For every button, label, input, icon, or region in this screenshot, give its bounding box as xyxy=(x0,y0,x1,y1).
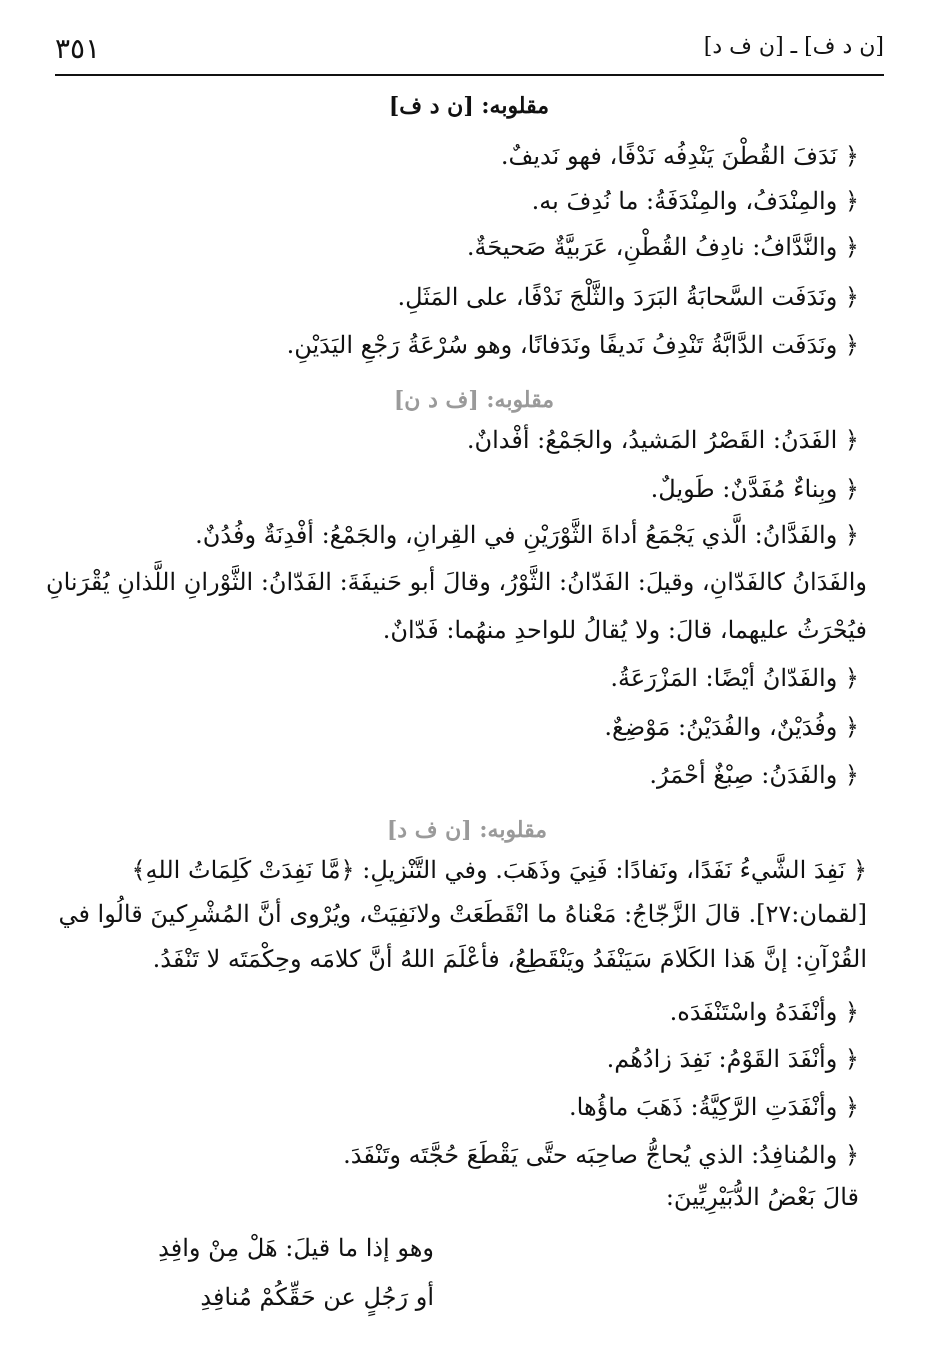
entry-line: ﴿ والمُنافِدُ: الذي يُحاجُّ صاحِبَه حتَّى يَقْطَعَ حُجَّتَه وتَنْفَدَ. xyxy=(343,1141,859,1169)
entry-line: ﴿ والفَدَّانُ: الَّذي يَجْمَعُ أداةَ الثَّوْرَيْنِ في القِرانِ، والجَمْعُ: أفْدِنَةٌ وفُدُنٌ. xyxy=(195,521,859,549)
entry-line: فيُحْرَثُ عليهما، قالَ: ولا يُقالُ للواحدِ منهُما: فَدّانٌ. xyxy=(382,616,867,644)
entry-line: ﴿ وبِناءٌ مُفَدَّنٌ: طَويلٌ. xyxy=(650,475,859,503)
entry-line: ﴿ الفَدَنُ: القَصْرُ المَشيدُ، والجَمْعُ: أفْدانٌ. xyxy=(466,426,859,454)
section-title-nun-fa-dal: مقلوبه: [ن ف د] xyxy=(386,817,547,843)
entry-line: القُرْآنِ: إنَّ هَذا الكَلامَ سَيَنْفَدُ ويَنْقَطِعُ، فأعْلَمَ اللهُ أنَّ كلامَه وحِكْمَتَه لا تَنْفَدُ. xyxy=(152,945,867,973)
entry-line: قالَ بَعْضُ الدُّبَيْرِيِّينَ: xyxy=(665,1183,859,1211)
entry-line: ﴿ والنَّدَّافُ: نادِفُ القُطْنِ، عَرَبيَّةٌ صَحيحَةٌ. xyxy=(466,233,859,261)
verse-hemistich: أو رَجُلٍ عن حَقِّكُمْ مُنافِدِ xyxy=(200,1283,434,1311)
entry-line: والفَدَانُ كالفَدّانِ، وقيلَ: الفَدّانُ: الثَّوْرُ، وقالَ أبو حَنيفَةَ: الفَدّانُ: الثَّوْرانِ اللَّذانِ يُقْرَنانِ xyxy=(45,568,867,596)
entry-line: ﴿ نَدَفَ القُطْنَ يَنْدِفُه نَدْفًا، فهو نَديفٌ. xyxy=(500,142,859,170)
entry-line: ﴿ والفَدَنُ: صِبْغٌ أحْمَرُ. xyxy=(649,761,859,789)
section-title-fa-dal-nun: مقلوبه: [ف د ن] xyxy=(393,387,554,413)
entry-line: ﴿ نَفِدَ الشَّيءُ نَفَدًا، ونَفادًا: فَنِيَ وذَهَبَ. وفي التَّنْزيلِ: ﴿مَّا نَفِدَتْ كَلِمَاتُ اللهِ﴾ xyxy=(131,856,867,884)
header-rule xyxy=(55,74,884,76)
entry-line: ﴿ ونَدَفَت السَّحابَةُ البَرَدَ والثَّلْجَ نَدْفًا، على المَثَلِ. xyxy=(397,283,859,311)
entry-line: ﴿ وفُدَيْنٌ، والفُدَيْنُ: مَوْضِعٌ. xyxy=(604,713,859,741)
running-head: [ن د ف] ـ [ن ف د] xyxy=(703,34,884,59)
entry-line: ﴿ وأنْفَدَ القَوْمُ: نَفِدَ زادُهُم. xyxy=(606,1045,859,1073)
entry-line: ﴿ والفَدّانُ أيْضًا: المَزْرَعَةُ. xyxy=(610,664,859,692)
entry-line: ﴿ والمِنْدَفُ، والمِنْدَفَةُ: ما نُدِفَ به. xyxy=(531,187,859,215)
entry-line: ﴿ ونَدَفَت الدَّابَّةُ تَنْدِفُ نَديفًا ونَدَفانًا، وهو سُرْعَةُ رَجْعِ اليَدَيْنِ. xyxy=(286,331,859,359)
verse-hemistich: وهو إذا ما قيلَ: هَلْ مِنْ وافِدِ xyxy=(158,1234,434,1262)
entry-line: ﴿ وأنْفَدَهُ واسْتَنْفَدَه. xyxy=(669,998,859,1026)
section-title-nun-dal-fa: مقلوبه: [ن د ف] xyxy=(388,93,549,119)
page-header xyxy=(55,30,884,70)
entry-line: [لقمان:٢٧]. قالَ الزَّجّاجُ: مَعْناهُ ما انْقَطَعَتْ ولانَفِيَتْ، ويُرْوى أنَّ المُشْرِكينَ قالُوا في xyxy=(58,900,867,928)
page-number: ٣٥١ xyxy=(55,32,101,65)
entry-line: ﴿ وأنْفَدَتِ الرَّكِيَّةُ: ذَهَبَ ماؤُها. xyxy=(569,1093,859,1121)
